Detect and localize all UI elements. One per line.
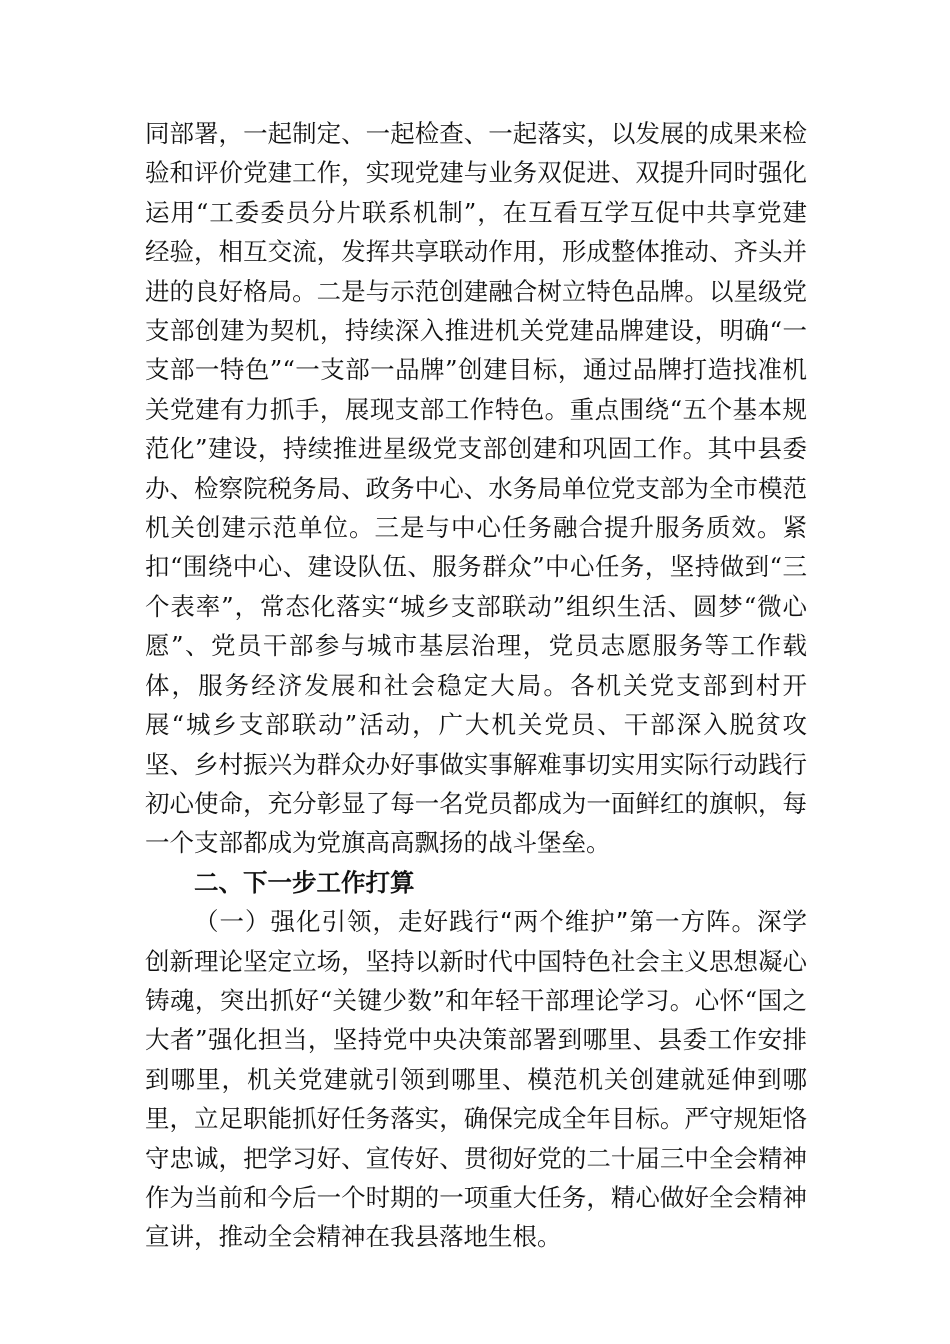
document-body [145,114,807,1257]
subsection-paragraph [145,902,807,1257]
subsection-body: 深学创新理论坚定立场，坚持以新时代中国特色社会主义思想凝心铸魂，突出抓好“关键少数”和年轻干部理论学习。心怀“国之大者”强化担当，坚持党中央决策部署到哪里、县委工作安排到哪里，机关党建就引领到哪里、模范机关创建就延伸到哪里，立足职能抓好任务落实，确保完成全年目标。严守规矩恪守忠诚，把学习好、宣传好、贯彻好党的二十届三中全会精神作为当前和今后一个时期的一项重大任务，精心做好全会精神宣讲，推动全会精神在我县落地生根。 [145,907,808,1252]
paragraph-party-building: 同部署，一起制定、一起检查、一起落实，以发展的成果来检验和评价党建工作，实现党建与业务双促进、双提升同时强化运用“工委委员分片联系机制”，在互看互学互促中共享党建经验，相互交流，发挥共享联动作用，形成整体推动、齐头并进的良好格局。二是与示范创建融合树立特色品牌。以星级党支部创建为契机，持续深入推进机关党建品牌建设，明确“一支部一特色”“一支部一品牌”创建目标，通过品牌打造找准机关党建有力抓手，展现支部工作特色。重点围绕“五个基本规范化”建设，持续推进星级党支部创建和巩固工作。其中县委办、检察院税务局、政务中心、水务局单位党支部为全市模范机关创建示范单位。三是与中心任务融合提升服务质效。紧扣“围绕中心、建设队伍、服务群众”中心任务，坚持做到“三个表率”，常态化落实“城乡支部联动”组织生活、圆梦“微心愿”、党员干部参与城市基层治理，党员志愿服务等工作载体，服务经济发展和社会稳定大局。各机关党支部到村开展“城乡支部联动”活动，广大机关党员、干部深入脱贫攻坚、乡村振兴为群众办好事做实事解难事切实用实际行动践行初心使命，充分彰显了每一名党员都成为一面鲜红的旗帜，每一个支部都成为党旗高高飘扬的战斗堡垒。 [145,119,807,858]
section-heading: 二、下一步工作打算 [194,867,415,897]
subsection-title: （一）强化引领，走好践行“两个维护”第一方阵。 [194,907,757,937]
